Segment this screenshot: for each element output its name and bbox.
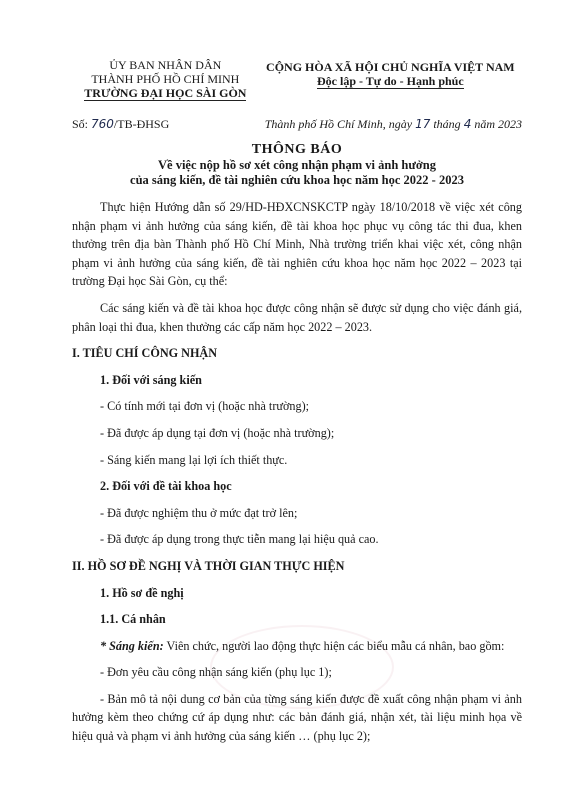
document-title (72, 142, 522, 188)
title-line-2: của sáng kiến, đề tài nghiên cứu khoa học năm học 2022 - 2023 (130, 173, 464, 187)
number-handwritten: 760 (91, 117, 114, 131)
section-heading-criteria: I. TIÊU CHÍ CÔNG NHẬN (72, 346, 218, 361)
date-suffix: năm 2023 (471, 117, 522, 131)
number-suffix: /TB-ĐHSG (113, 117, 170, 131)
list-item: - Đã được áp dụng tại đơn vị (hoặc nhà trường); (100, 425, 335, 440)
subheading-research-topics: 2. Đối với đề tài khoa học (100, 479, 232, 494)
document-kind: THÔNG BÁO (251, 142, 343, 157)
agency-line-2: THÀNH PHỐ HỒ CHÍ MINH (91, 72, 240, 86)
faint-stamp-mark (210, 625, 394, 709)
list-item: - Sáng kiến mang lại lợi ích thiết thực. (100, 452, 288, 467)
agency-line-1: ỦY BAN NHÂN DÂN (109, 58, 222, 72)
intro-paragraph: Thực hiện Hướng dẫn số 29/HD-HĐXCNSKCTP ngày 18/10/2018 về việc xét công nhận phạm vi ảnh hưởng của sáng kiến, đề tài khoa học phục vụ công tác thi đua, khen thưởng trên địa bàn Thành phố Hồ Chí Minh, Nhà trường triển khai việc xét, công nhận phạm vi ảnh hưởng của sáng kiến, đề tài nghiên cứu khoa học năm học 2022 – 2023 tại trường Đại học Sài Gòn, cụ thể: (72, 200, 522, 289)
document-number (72, 117, 169, 132)
national-motto: Độc lập - Tự do - Hạnh phúc (317, 74, 464, 88)
date-prefix: Thành phố Hồ Chí Minh, ngày (264, 117, 416, 131)
initiative-label: * Sáng kiến: (100, 638, 164, 653)
list-item: - Có tính mới tại đơn vị (hoặc nhà trường); (100, 399, 310, 414)
number-prefix: Số: (72, 117, 92, 131)
month-handwritten: 4 (463, 117, 472, 131)
document-date (265, 117, 522, 132)
list-item: - Đã được nghiệm thu ở mức đạt trở lên; (100, 505, 298, 520)
document-meta (72, 117, 522, 132)
issuing-agency (72, 58, 259, 101)
list-item: - Bản mô tả nội dung cơ bản của từng sáng kiến được đề xuất công nhận phạm vi ảnh hưởng kèm theo chứng cứ áp dụng như: các bản đánh giá, nhận xét, tài liệu minh họa về hiệu quả và phạm vi ảnh hưởng của sáng kiến … (phụ lục 2); (72, 691, 522, 744)
subheading-individual: 1.1. Cá nhân (100, 612, 166, 627)
initiative-label-text: Viên chức, người lao động thực hiện các biểu mẫu cá nhân, bao gồm: (163, 638, 505, 653)
subheading-initiatives: 1. Đối với sáng kiến (100, 372, 202, 387)
list-item: - Đơn yêu cầu công nhận sáng kiến (phụ lục 1); (100, 665, 332, 680)
subheading-dossier: 1. Hồ sơ đề nghị (100, 585, 184, 600)
document-header (72, 58, 522, 101)
day-handwritten: 17 (415, 117, 431, 131)
school-name: TRƯỜNG ĐẠI HỌC SÀI GÒN (84, 86, 247, 100)
title-line-1: Về việc nộp hồ sơ xét công nhận phạm vi ảnh hưởng (158, 158, 436, 172)
country-name: CỘNG HÒA XÃ HỘI CHỦ NGHĨA VIỆT NAM (266, 60, 515, 74)
national-heading (259, 60, 522, 101)
date-middle: tháng (430, 117, 464, 131)
section-heading-dossier: II. HỒ SƠ ĐỀ NGHỊ VÀ THỜI GIAN THỰC HIỆN (72, 558, 345, 573)
purpose-paragraph: Các sáng kiến và đề tài khoa học được công nhận sẽ được sử dụng cho việc đánh giá, phân loại thi đua, khen thưởng các cấp năm học 2022 – 2023. (72, 300, 522, 334)
list-item: - Đã được áp dụng trong thực tiễn mang lại hiệu quả cao. (100, 532, 379, 547)
